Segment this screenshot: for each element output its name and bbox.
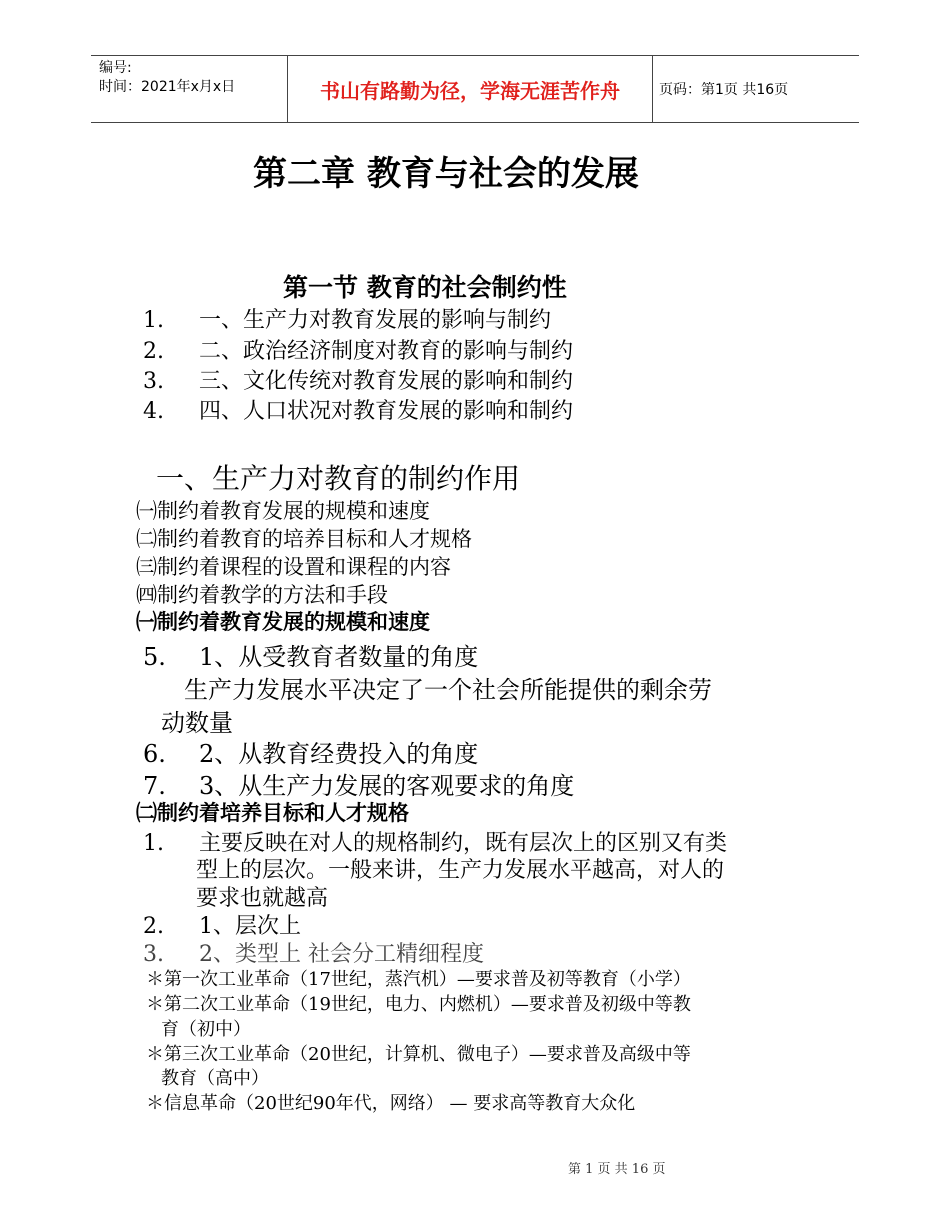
bullet-continuation: 教育（高中） (161, 1068, 269, 1089)
outline-num: 4. (143, 399, 164, 424)
number-label: 编号: (99, 60, 132, 76)
outline-text: 四、人口状况对教育发展的影响和制约 (199, 399, 574, 424)
item-text: 1、从受教育者数量的角度 (199, 643, 479, 671)
page-header (91, 55, 859, 123)
outline-text: 一、生产力对教育发展的影响与制约 (199, 308, 552, 333)
time-label: 时间：2021年x月x日 (99, 79, 236, 95)
numbered-item (143, 637, 478, 672)
item-text: 2、从教育经费投入的角度 (199, 740, 479, 768)
bullet-text: 第三次工业革命（20世纪，计算机、微电子）—要求普及高级中等 (164, 1044, 691, 1065)
asterisk-bullet-icon: ＊ (146, 969, 164, 990)
sublist-item: ㈡制约着教育的培养目标和人才规格 (136, 527, 472, 551)
outline-item (143, 303, 551, 334)
item-num: 2. (143, 914, 164, 939)
outline-text: 三、文化传统对教育发展的影响和制约 (199, 369, 574, 394)
outline-num: 3. (143, 369, 164, 394)
outline-item (143, 364, 573, 395)
bullet-text: 第二次工业革命（19世纪，电力、内燃机）—要求普及初级中等教 (164, 994, 691, 1015)
sublist-item: ㈣制约着教学的方法和手段 (136, 583, 388, 607)
numbered-item (143, 909, 301, 940)
bullet-text: 第一次工业革命（17世纪，蒸汽机）—要求普及初等教育（小学） (164, 969, 691, 990)
heading-productivity: 一、生产力对教育的制约作用 (156, 462, 521, 495)
item-text: 主要反映在对人的规格制约，既有层次上的区别又有类 (199, 831, 728, 856)
outline-num: 2. (143, 339, 164, 364)
item-num: 7. (143, 772, 166, 800)
sublist-item: ㈢制约着课程的设置和课程的内容 (136, 555, 451, 579)
item-num: 3. (143, 942, 164, 967)
bullet-item (146, 1040, 691, 1066)
item-text: 1、层次上 (199, 914, 301, 939)
outline-num: 1. (143, 308, 164, 333)
bold-subheading-2: ㈡制约着培养目标和人才规格 (136, 801, 409, 825)
header-page-label: 页码：第1页 共16页 (659, 82, 789, 98)
paragraph-line: 动数量 (161, 709, 233, 737)
bullet-item (146, 990, 691, 1016)
bullet-item (146, 1089, 635, 1115)
item-continuation: 型上的层次。一般来讲，生产力发展水平越高，对人的 (196, 858, 725, 883)
bullet-text: 信息革命（20世纪90年代，网络） — 要求高等教育大众化 (164, 1093, 636, 1114)
outline-item (143, 394, 573, 425)
header-meta (91, 56, 287, 122)
item-text: 3、从生产力发展的客观要求的角度 (199, 772, 575, 800)
item-continuation: 要求也就越高 (196, 886, 329, 911)
section-title: 第一节 教育的社会制约性 (283, 273, 567, 302)
bullet-item (146, 965, 691, 991)
numbered-item (143, 734, 478, 769)
asterisk-bullet-icon: ＊ (146, 994, 164, 1015)
numbered-item (143, 937, 484, 968)
numbered-item (143, 766, 574, 801)
chapter-title: 第二章 教育与社会的发展 (253, 154, 639, 194)
bullet-continuation: 育（初中） (161, 1019, 251, 1040)
outline-text: 二、政治经济制度对教育的影响与制约 (199, 339, 574, 364)
sublist-item: ㈠制约着教育发展的规模和速度 (136, 499, 430, 523)
item-num: 1. (143, 831, 164, 856)
item-num: 6. (143, 740, 166, 768)
bold-subheading-1: ㈠制约着教育发展的规模和速度 (136, 610, 430, 634)
asterisk-bullet-icon: ＊ (146, 1093, 164, 1114)
asterisk-bullet-icon: ＊ (146, 1044, 164, 1065)
page-footer: 第 1 页 共 16 页 (568, 1162, 666, 1177)
header-motto: 书山有路勤为径，学海无涯苦作舟 (287, 56, 653, 122)
outline-item (143, 334, 573, 365)
item-num: 5. (143, 643, 166, 671)
item-text: 2、类型上 社会分工精细程度 (199, 942, 484, 967)
paragraph-line: 生产力发展水平决定了一个社会所能提供的剩余劳 (184, 676, 712, 704)
